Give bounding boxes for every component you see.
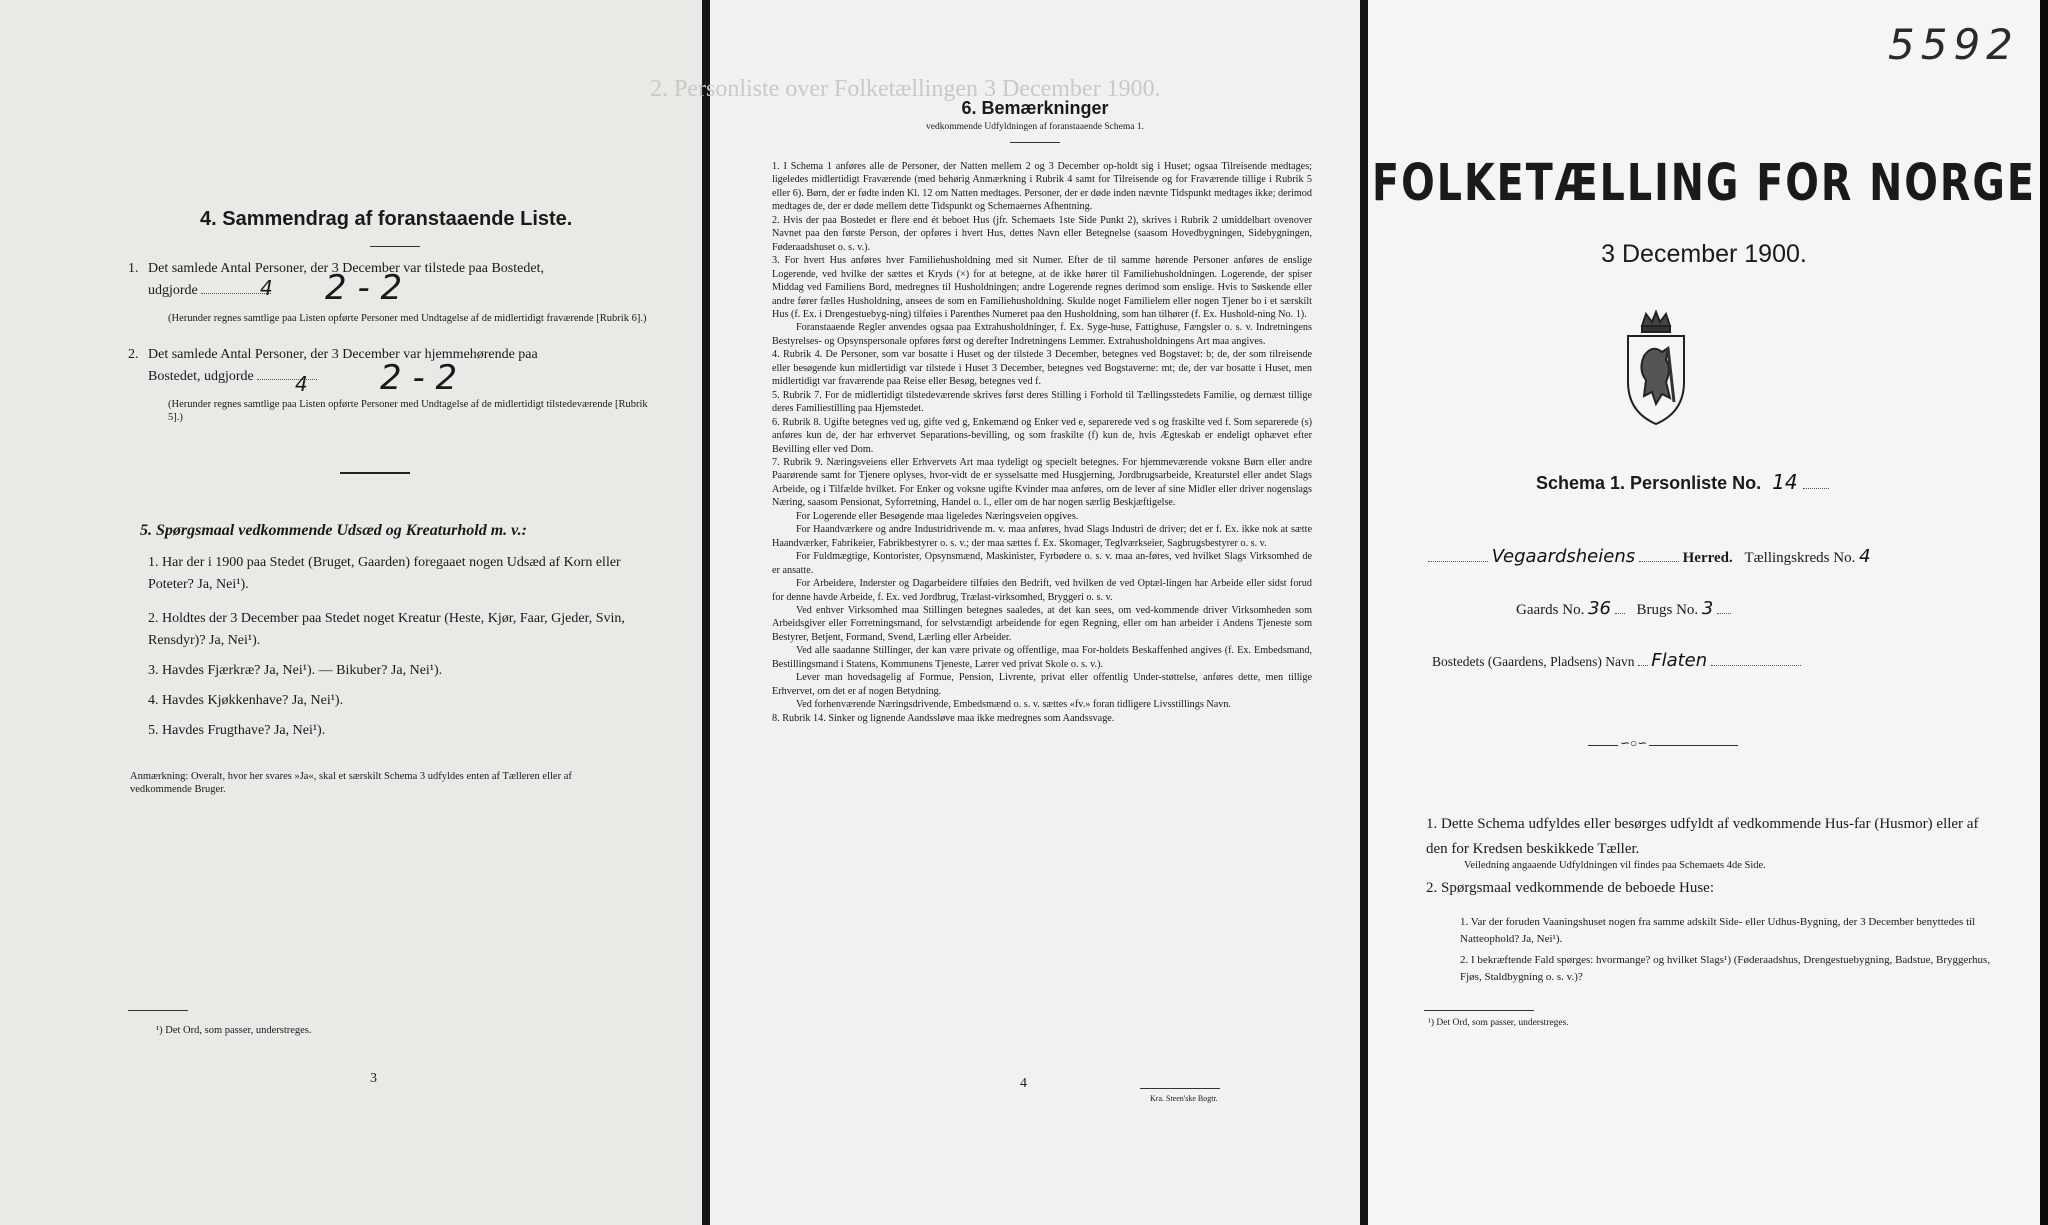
section-4-title: 4. Sammendrag af foranstaaende Liste. bbox=[200, 208, 573, 230]
coat-of-arms-icon bbox=[1616, 308, 1696, 428]
question-sowing: 1. Har der i 1900 paa Stedet (Bruget, Gaarden) foregaaet nogen Udsæd af Korn eller Poteter? Ja, Nei¹). bbox=[148, 555, 621, 592]
remark-paragraph: 6. Rubrik 8. Ugifte betegnes ved ug, gifte ved g, Enkemænd og Enker ved e, separerede ved s og fraskilte ved f. Som separerede (s) anføres kun de, der har erhvervet Separations-bevilling, og som fraskilte (f) kun de, hvis Ægteskab er endeligt ophævet efter Bevilling eller ved Dom. bbox=[772, 416, 1312, 455]
divider bbox=[340, 472, 410, 474]
handwritten-count-resident: 2 - 2 bbox=[380, 358, 458, 398]
remark-paragraph: 3. For hvert Hus anføres hver Familiehusholdning med sit Numer. Efter de til samme hørende Personer anføres de enslige Logerende, ved hvilke der sættes et Kryds (×) for at betegne, at de ikke hører til Familiehusholdningen. Logerende, der spiser Middag ved Familiens Bord, medregnes til Husholdningen; andre Logerende regnes derimod som enslige. Hvis to Søskende eller andre fører fælles Husholdning, ansees de som en Familiehusholdning. Skulde noget Familielem eller nogen Tjener bo i et særskilt Hus (f. Ex. i Drengestuebyg-ning) tilføies i Parenthes Numeret paa den Husholdning, som han tilhører (f. Ex. Hushold-ning No. 1). bbox=[772, 255, 1312, 320]
page-4-remarks bbox=[650, 0, 1360, 1225]
remarks-subtitle: vedkommende Udfyldningen af foranstaaende Schema 1. bbox=[926, 122, 1144, 132]
handwritten-count-small: 4 bbox=[295, 372, 308, 396]
remark-paragraph: Ved forhenværende Næringsdrivende, Embedsmænd o. s. v. sættes «fv.» foran tidligere Livsstillings Navn. bbox=[796, 699, 1231, 711]
gaard-line: Gaards No. 36 Brugs No. 3 bbox=[1516, 598, 1731, 619]
question-orchard: 5. Havdes Frugthave? Ja, Nei¹). bbox=[148, 723, 326, 738]
section-5-title: 5. Spørgsmaal vedkommende Udsæd og Kreaturhold m. v.: bbox=[140, 522, 527, 539]
remark-paragraph: Foranstaaende Regler anvendes ogsaa paa Extrahusholdninger, f. Ex. Syge-huse, Fattighuse, Fængsler o. s. v. Indretningens Bestyrelses- og Opsynspersonale opføres først og derefter Indretningens Lemmer. Extrahusholdningens Art maa angives. bbox=[772, 322, 1312, 347]
herred-value: Vegaardsheiens bbox=[1491, 546, 1636, 567]
page-3-summary bbox=[0, 0, 702, 1225]
remark-paragraph: 5. Rubrik 7. For de midlertidigt tilstedeværende skrives først deres Stilling i Forhold til Tællingsstedets Familie, og dernæst tillige deres Familiestilling paa Hjemstedet. bbox=[772, 389, 1312, 415]
remark-paragraph: 1. I Schema 1 anføres alle de Personer, der Natten mellem 2 og 3 December op-holdt sig i Huset; ogsaa Tilreisende medtages; ligeledes midlertidigt Fraværende (med behørig Anmærkning i Rubrik 4 samt for Tilreisende og for Fraværende tillige i Rubrik 5 eller 6). Børn, der er fødte inden Kl. 12 om Natten medtages. Personer, der er døde inden nævnte Tidspunkt medtages ikke; derimod medtages de, der er døde mellem dette Tidspunkt og Schemaernes Afhentning. bbox=[772, 161, 1312, 213]
page-number: 4 bbox=[1020, 1076, 1027, 1091]
question-kitchen-garden: 4. Havdes Kjøkkenhave? Ja, Nei¹). bbox=[148, 693, 344, 708]
schema-line bbox=[1536, 470, 1829, 494]
handwritten-count-small: 4 bbox=[260, 276, 273, 300]
archive-number: 5592 bbox=[1888, 20, 2019, 69]
remark-paragraph: Lever man hovedsagelig af Formue, Pension, Livrente, privat eller offentlig Under-støttelse, anføres dette, men tillige Erhvervet, om det er af nogen Betydning. bbox=[772, 672, 1312, 697]
remark-paragraph: For Logerende eller Besøgende maa ligeledes Næringsveien opgives. bbox=[796, 510, 1079, 522]
schema-label: Schema 1. Personliste No. bbox=[1536, 473, 1762, 493]
instruction-1-sub: Veiledning angaaende Udfyldningen vil findes paa Schemaets 4de Side. bbox=[1464, 860, 1766, 871]
kreds-value: 4 bbox=[1859, 546, 1871, 567]
anmerkning-note: Anmærkning: Overalt, hvor her svares »Ja«, skal et særskilt Schema 3 udfyldes enten af Tælleren eller af vedkommende Bruger. bbox=[130, 771, 572, 795]
remark-paragraph: 7. Rubrik 9. Næringsveiens eller Erhvervets Art maa tydeligt og specielt betegnes. For hjemmeværende voksne Børn eller andre Paarørende samt for Tjenere oplyses, hvor-vidt de er sysselsatte med Husgjerning, Jordbrugsarbeide, Kreaturstel eller andet Slags Arbeide, og i Tilfælde hvilket. For Enker og voksne ugifte Kvinder maa anføres, om de lever af sine Midler eller driver nogenslags Næring, saasom Pensionat, Syforretning, Handel o. l., eller om de har nogen særlig Beskjæftigelse. bbox=[772, 456, 1312, 509]
binding-gutter-right bbox=[1360, 0, 1368, 1225]
summary-note-1: (Herunder regnes samtlige paa Listen opførte Personer med Undtagelse af de midlertidigt fraværende [Rubrik 6].) bbox=[168, 313, 647, 324]
instruction-1: 1. Dette Schema udfyldes eller besørges udfyldt af vedkommende Hus-far (Husmor) eller af den for Kredsen beskikkede Tæller. bbox=[1426, 816, 1979, 857]
gaards-value: 36 bbox=[1588, 598, 1611, 619]
census-title: FOLKETÆLLING FOR NORGE bbox=[1372, 154, 2036, 213]
summary-item-resident: 2. Det samlede Antal Personer, der 3 December var hjemmehørende paa Bostedet, udgjorde bbox=[128, 347, 538, 384]
remark-paragraph: For Arbeidere, Inderster og Dagarbeidere tilføies den Bedrift, ved hvilken de ved Optæl-lingen har Arbeide eller sidst forud for denne havde Arbeide, f. Ex. ved Jordbrug, Trælast-virksomhed, Bryggeri o. s. v. bbox=[772, 578, 1312, 603]
remark-paragraph: Ved alle saadanne Stillinger, der kan være private og offentlige, maa For-holdets Beskaffenhed angives (f. Ex. Embedsmand, Bestillingsmand i Statens, Kommunens Tjeneste, Lærer ved privat Skole o. s. v.). bbox=[772, 645, 1312, 670]
bosted-value: Flaten bbox=[1651, 650, 1708, 671]
census-date: 3 December 1900. bbox=[1601, 240, 1807, 268]
remarks-title: 6. Bemærkninger bbox=[961, 98, 1109, 118]
remark-paragraph: For Haandværkere og andre Industridrivende m. v. maa anføres, hvad Slags Industri de driver; det er f. Ex. ikke nok at sætte Haandværker, Fabrikeier, Fabrikbestyrer o. s. v.; der maa sættes f. Ex. Skomager, Teglværkseier, Sagbrugsbestyrer o. s. v. bbox=[772, 524, 1312, 549]
instruction-2: 2. Spørgsmaal vedkommende de beboede Huse: bbox=[1426, 880, 1714, 896]
printer-rule bbox=[1140, 1088, 1220, 1089]
footnote: ¹) Det Ord, som passer, understreges. bbox=[156, 1025, 312, 1036]
instruction-2-1: 1. Var der foruden Vaaningshuset nogen fra samme adskilt Side- eller Udhus-Bygning, der 3 December benyttedes til Natteophold? Ja, Nei¹). bbox=[1460, 916, 1976, 945]
handwritten-count-present: 2 - 2 bbox=[325, 268, 403, 308]
remarks-list bbox=[772, 160, 1312, 725]
ornament: ∽○∽ bbox=[1620, 736, 1648, 750]
binding-gutter-left bbox=[702, 0, 710, 1225]
divider bbox=[1658, 745, 1738, 746]
printer-imprint: Kra. Steen'ske Bogtr. bbox=[1150, 1094, 1218, 1103]
remark-paragraph: For Fuldmægtige, Kontorister, Opsynsmænd, Maskinister, Fyrbødere o. s. v. maa an-føres, ved hvilket Slags Virksomhed de er ansatte. bbox=[772, 551, 1312, 576]
summary-item-present: 1. Det samlede Antal Personer, der 3 December var tilstede paa Bostedet, udgjorde bbox=[128, 261, 544, 298]
question-poultry-bees: 3. Havdes Fjærkræ? Ja, Nei¹). — Bikuber? Ja, Nei¹). bbox=[148, 663, 443, 678]
divider bbox=[370, 246, 420, 247]
remark-paragraph: 8. Rubrik 14. Sinker og lignende Aandssløve maa ikke medregnes som Aandssvage. bbox=[772, 712, 1115, 724]
cover-page bbox=[1368, 0, 2040, 1225]
bosted-line: Bostedets (Gaardens, Pladsens) Navn Flaten bbox=[1432, 650, 1801, 671]
divider bbox=[1010, 142, 1060, 143]
footnote: ¹) Det Ord, som passer, understreges. bbox=[1428, 1018, 1569, 1028]
remark-paragraph: 4. Rubrik 4. De Personer, som var bosatte i Huset og der tilstede 3 December, betegnes ved Bogstavet: b; de, der som tilreisende eller besøgende kun midlertidigt var tilstede i Huset 3 December, betegnes ved Bogstaverne: mt; de, der var bosatte i Huset, men midlertidigt var fraværende paa Reise eller Besøg, betegnes ved f. bbox=[772, 349, 1312, 388]
instruction-2-2: 2. I bekræftende Fald spørges: hvormange? og hvilket Slags¹) (Føderaadshus, Drengestuebygning, Badstue, Bryggerhus, Fjøs, Staldbygning o. s. v.)? bbox=[1460, 954, 1991, 983]
remark-paragraph: 2. Hvis der paa Bostedet er flere end ét beboet Hus (jfr. Schemaets 1ste Side Punkt 2), skrives i Rubrik 2 umiddelbart ovenover Navnet paa den første Person, der opføres i hvert Hus, dettes Navn eller Betegnelse (saasom Hovedbygningen, Sidebygningen, Føderaadshuset o. s. v.). bbox=[772, 214, 1312, 253]
question-livestock: 2. Holdtes der 3 December paa Stedet noget Kreatur (Heste, Kjør, Faar, Gjeder, Svin, Rensdyr)? Ja, Nei¹). bbox=[148, 611, 625, 648]
personliste-number: 14 bbox=[1772, 470, 1798, 494]
bleed-through-header: 2. Personliste over Folketællingen 3 December 1900. bbox=[650, 76, 1161, 102]
remark-paragraph: Ved enhver Virksomhed maa Stillingen betegnes saaledes, at det kan sees, om ved-kommende driver Virksomheden som Arbeidsgiver eller Forretningsmand, for selvstændigt arbeidende for egen Regning, eller om han arbeider i Andens Tjeneste som Bestyrer, Betjent, Formand, Svend, Lærling eller Arbeider. bbox=[772, 604, 1312, 643]
footnote-rule bbox=[1424, 1010, 1534, 1011]
herred-line: Vegaardsheiens Herred. Tællingskreds No. 4 bbox=[1428, 546, 1871, 567]
page-number: 3 bbox=[370, 1071, 377, 1086]
summary-note-2: (Herunder regnes samtlige paa Listen opførte Personer med Undtagelse af de midlertidigt tilstedeværende [Rubrik 5].) bbox=[168, 399, 648, 423]
footnote-rule bbox=[128, 1010, 188, 1011]
brugs-value: 3 bbox=[1701, 598, 1714, 619]
